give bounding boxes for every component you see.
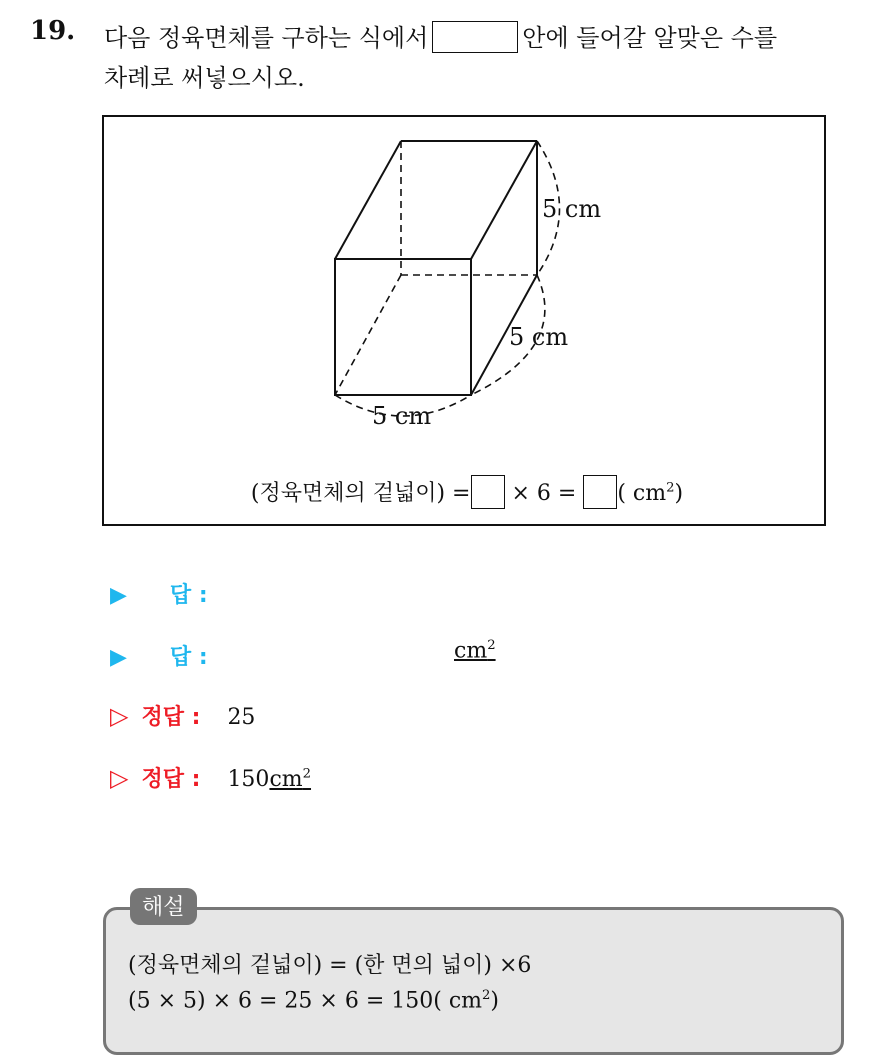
explanation-line-2-exp: 2: [482, 988, 491, 1003]
question-text-before-blank: 다음 정육면체를 구하는 식에서: [104, 24, 429, 52]
explanation-line-2-close: ): [490, 988, 499, 1014]
surface-area-formula: [232, 475, 702, 509]
explanation-title: 해설: [130, 888, 197, 925]
width-label: 5 cm: [372, 402, 432, 430]
height-label: 5 cm: [542, 195, 602, 223]
explanation-box: [103, 907, 844, 1055]
question-text-after-blank: 안에 들어갈 알맞은 수를: [522, 24, 778, 52]
formula-unit-close: ): [674, 481, 684, 506]
answer-row-2: [110, 640, 208, 671]
cube-front-face: [335, 259, 471, 395]
blue-triangle-icon: ▶: [110, 645, 127, 670]
correct-label-2: 정답 :: [141, 767, 201, 792]
formula-unit-exp: 2: [666, 480, 675, 496]
cube-edge-top-right: [471, 141, 537, 259]
formula-unit-open: ( cm: [617, 481, 667, 506]
cube-diagram: [104, 117, 824, 524]
cube-edge-top-left: [335, 141, 401, 259]
question-number: 19.: [30, 16, 76, 46]
question-text-line2: 차례로 써넣으시오.: [104, 64, 305, 92]
formula-times-text: × 6 =: [511, 481, 577, 506]
correct-row-1: [110, 700, 255, 731]
red-triangle-outline-icon: ▷: [110, 702, 129, 730]
blue-triangle-icon: ▶: [110, 583, 127, 608]
explanation-line-1: (정육면체의 겉넓이) = (한 면의 넓이) ×6: [128, 953, 532, 978]
answer-2-unit-exp: 2: [487, 638, 496, 653]
figure-box: [102, 115, 826, 526]
formula-left-text: (정육면체의 겉넓이) =: [250, 481, 471, 506]
correct-answer-2-value: 150: [227, 767, 270, 792]
formula-blank-1: [471, 475, 505, 509]
answer-2-unit-text: cm: [454, 638, 488, 664]
question-text-line1: [104, 18, 777, 53]
red-triangle-outline-icon: ▷: [110, 764, 129, 792]
depth-label: 5 cm: [509, 323, 569, 351]
answer-row-1: [110, 578, 208, 609]
answer-label-1: 답 :: [169, 583, 208, 608]
correct-answer-2-unit: $cm^2$: [269, 766, 312, 792]
formula-blank-2: [583, 475, 617, 509]
correct-row-2: [110, 762, 311, 793]
correct-label-1: 정답 :: [141, 705, 201, 730]
explanation-line-2-text: (5 × 5) × 6 = 25 × 6 = 150( cm: [128, 988, 482, 1014]
correct-answer-1: 25: [227, 705, 256, 730]
explanation-line-2: [128, 988, 499, 1013]
answer-label-2: 답 :: [169, 645, 208, 670]
answer-2-unit: [454, 638, 496, 663]
question-blank-box: [432, 21, 518, 53]
cube-hidden-edge-diagonal: [335, 275, 401, 395]
